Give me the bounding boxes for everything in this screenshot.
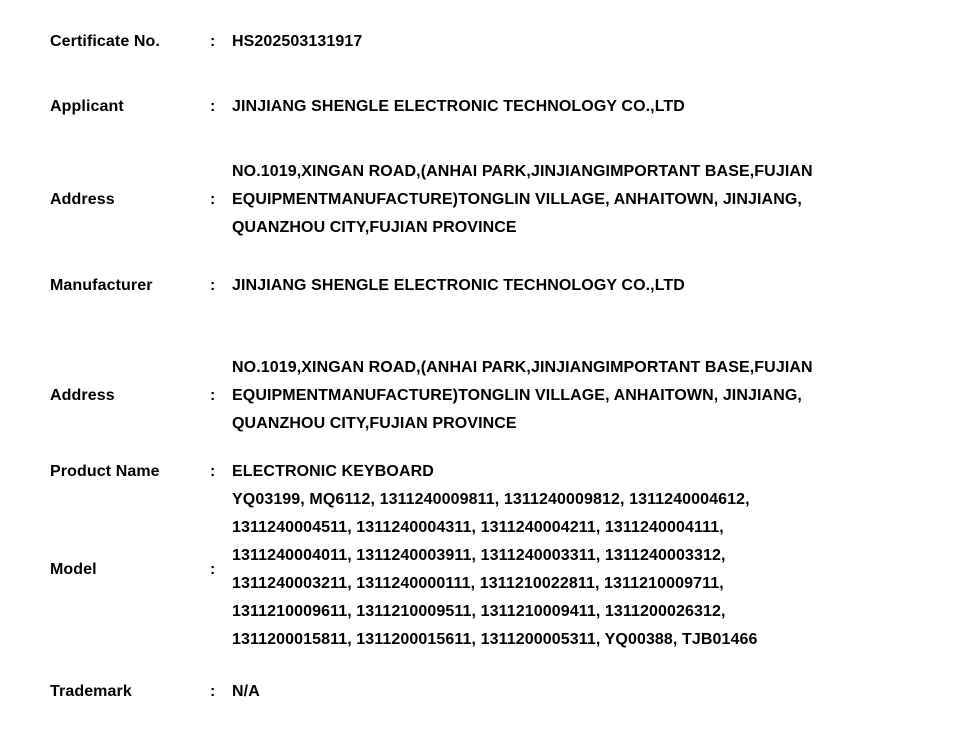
- field-separator: :: [210, 33, 216, 50]
- field-separator: :: [210, 561, 216, 578]
- model-line: 1311240004511, 1311240004311, 1311240004211, 1311240004111,: [232, 519, 724, 536]
- manufacturer-value: JINJIANG SHENGLE ELECTRONIC TECHNOLOGY CO.,LTD: [232, 277, 685, 294]
- model-line: YQ03199, MQ6112, 1311240009811, 1311240009812, 1311240004612,: [232, 491, 750, 508]
- applicant-address-value: [232, 158, 946, 242]
- field-row-trademark: [50, 678, 946, 706]
- field-row-applicant-address: [50, 158, 946, 242]
- field-row-model: [50, 486, 946, 654]
- field-separator: :: [210, 277, 216, 294]
- field-separator: :: [210, 683, 216, 700]
- product-name-value: ELECTRONIC KEYBOARD: [232, 463, 434, 480]
- model-line: 1311240004011, 1311240003911, 1311240003311, 1311240003312,: [232, 547, 726, 564]
- address-line: NO.1019,XINGAN ROAD,(ANHAI PARK,JINJIANGIMPORTANT BASE,FUJIAN: [232, 163, 813, 180]
- certificate-no-label: Certificate No.: [50, 33, 160, 50]
- address-line: EQUIPMENTMANUFACTURE)TONGLIN VILLAGE, ANHAITOWN, JINJIANG,: [232, 387, 802, 404]
- address-line: NO.1019,XINGAN ROAD,(ANHAI PARK,JINJIANGIMPORTANT BASE,FUJIAN: [232, 359, 813, 376]
- address-line: QUANZHOU CITY,FUJIAN PROVINCE: [232, 415, 517, 432]
- applicant-label: Applicant: [50, 98, 124, 115]
- field-separator: :: [210, 463, 216, 480]
- manufacturer-label: Manufacturer: [50, 277, 153, 294]
- field-row-applicant: [50, 93, 946, 121]
- address-line: EQUIPMENTMANUFACTURE)TONGLIN VILLAGE, ANHAITOWN, JINJIANG,: [232, 191, 802, 208]
- model-line: 1311200015811, 1311200015611, 1311200005311, YQ00388, TJB01466: [232, 631, 758, 648]
- manufacturer-address-value: [232, 354, 946, 438]
- trademark-value: N/A: [232, 683, 260, 700]
- certificate-no-value: HS202503131917: [232, 33, 363, 50]
- model-value: [232, 486, 946, 654]
- field-row-product-name: [50, 458, 946, 486]
- field-row-manufacturer-address: [50, 354, 946, 438]
- field-row-certificate-no: [50, 28, 946, 56]
- field-separator: :: [210, 387, 216, 404]
- model-line: 1311240003211, 1311240000111, 1311210022811, 1311210009711,: [232, 575, 724, 592]
- trademark-label: Trademark: [50, 683, 132, 700]
- field-separator: :: [210, 191, 216, 208]
- field-row-manufacturer: [50, 272, 946, 300]
- address-line: QUANZHOU CITY,FUJIAN PROVINCE: [232, 219, 517, 236]
- field-separator: :: [210, 98, 216, 115]
- model-label: Model: [50, 561, 97, 578]
- applicant-address-label: Address: [50, 191, 115, 208]
- applicant-value: JINJIANG SHENGLE ELECTRONIC TECHNOLOGY CO.,LTD: [232, 98, 685, 115]
- product-name-label: Product Name: [50, 463, 160, 480]
- manufacturer-address-label: Address: [50, 387, 115, 404]
- model-line: 1311210009611, 1311210009511, 1311210009411, 1311200026312,: [232, 603, 726, 620]
